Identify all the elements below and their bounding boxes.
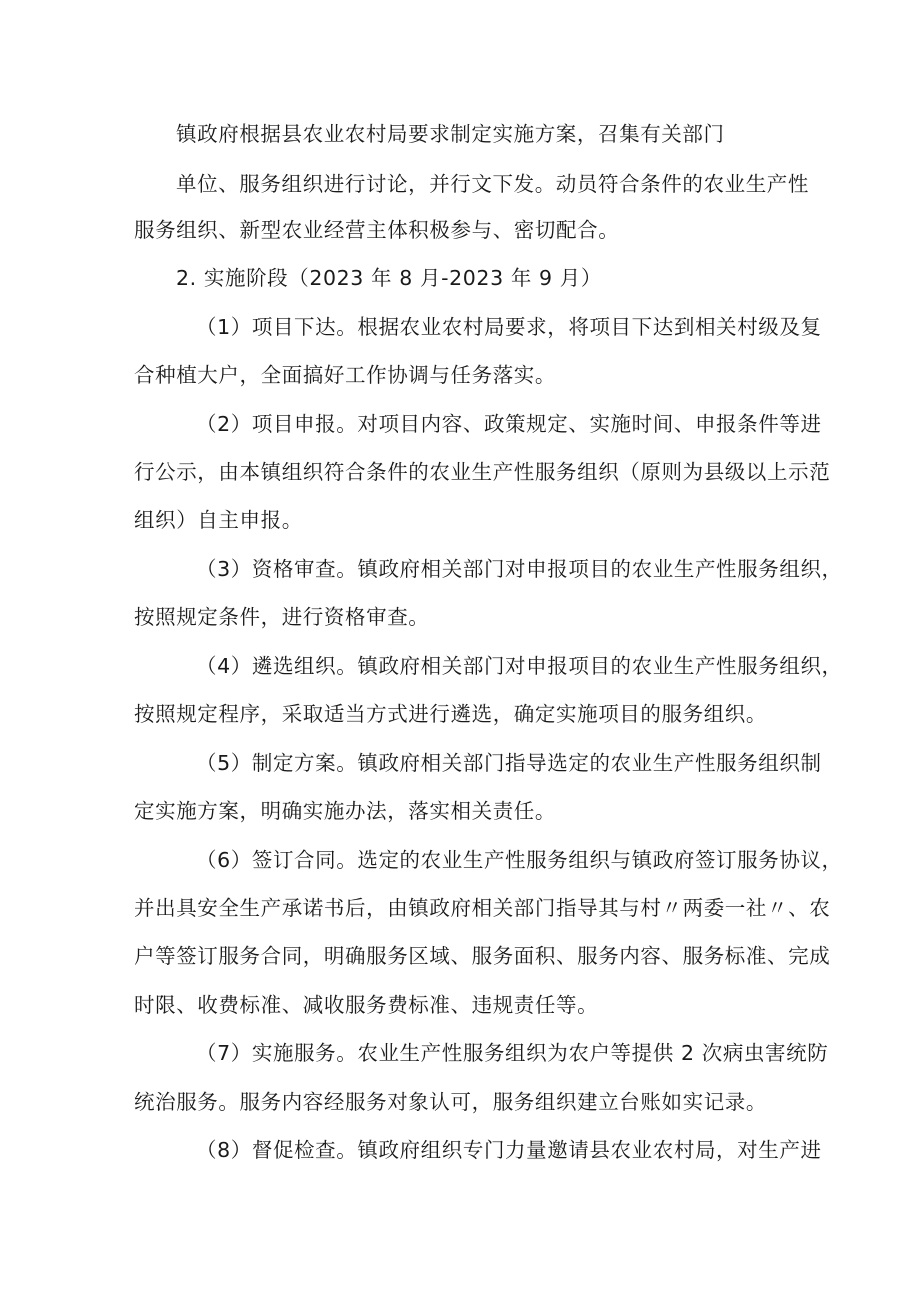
- list-item-line: 合种植大户，全面搞好工作协调与任务落实。: [134, 363, 556, 387]
- list-item-line: 并出具安全生产承诺书后，由镇政府相关部门指导其与村〃两委一社〃、农: [134, 896, 831, 920]
- list-item-line: （8）督促检查。镇政府组织专门力量邀请县农业农村局，对生产进: [196, 1138, 822, 1162]
- list-item-line: 按照规定程序，采取适当方式进行遴选，确定实施项目的服务组织。: [134, 702, 767, 726]
- paragraph-line: 单位、服务组织进行讨论，并行文下发。动员符合条件的农业生产性: [176, 172, 809, 196]
- list-item-line: 定实施方案，明确实施办法，落实相关责任。: [134, 799, 556, 823]
- list-item-line: （6）签订合同。选定的农业生产性服务组织与镇政府签订服务协议，: [196, 848, 843, 872]
- list-item-line: 行公示，由本镇组织符合条件的农业生产性服务组织（原则为县级以上示范: [134, 460, 831, 484]
- paragraph-line: 服务组织、新型农业经营主体积极参与、密切配合。: [134, 218, 620, 242]
- list-item-line: （4）遴选组织。镇政府相关部门对申报项目的农业生产性服务组织，: [196, 654, 843, 678]
- list-item-line: （2）项目申报。对项目内容、政策规定、实施时间、申报条件等进: [196, 412, 822, 436]
- list-item-line: 户等签订服务合同，明确服务区域、服务面积、服务内容、服务标准、完成: [134, 944, 831, 968]
- list-item-line: （7）实施服务。农业生产性服务组织为农户等提供 2 次病虫害统防: [196, 1041, 829, 1065]
- list-item-line: 时限、收费标准、减收服务费标准、违规责任等。: [134, 993, 599, 1017]
- list-item-line: （1）项目下达。根据农业农村局要求，将项目下达到相关村级及复: [196, 315, 822, 339]
- list-item-line: 统治服务。服务内容经服务对象认可，服务组织建立台账如实记录。: [134, 1090, 767, 1114]
- list-item-line: （3）资格审查。镇政府相关部门对申报项目的农业生产性服务组织，: [196, 557, 843, 581]
- list-item-line: 按照规定条件，进行资格审查。: [134, 605, 430, 629]
- paragraph-line: 镇政府根据县农业农村局要求制定实施方案，召集有关部门: [176, 122, 725, 146]
- list-item-line: 组织）自主申报。: [134, 508, 303, 532]
- section-heading: 2. 实施阶段（2023 年 8 月-2023 年 9 月）: [176, 266, 602, 290]
- list-item-line: （5）制定方案。镇政府相关部门指导选定的农业生产性服务组织制: [196, 751, 822, 775]
